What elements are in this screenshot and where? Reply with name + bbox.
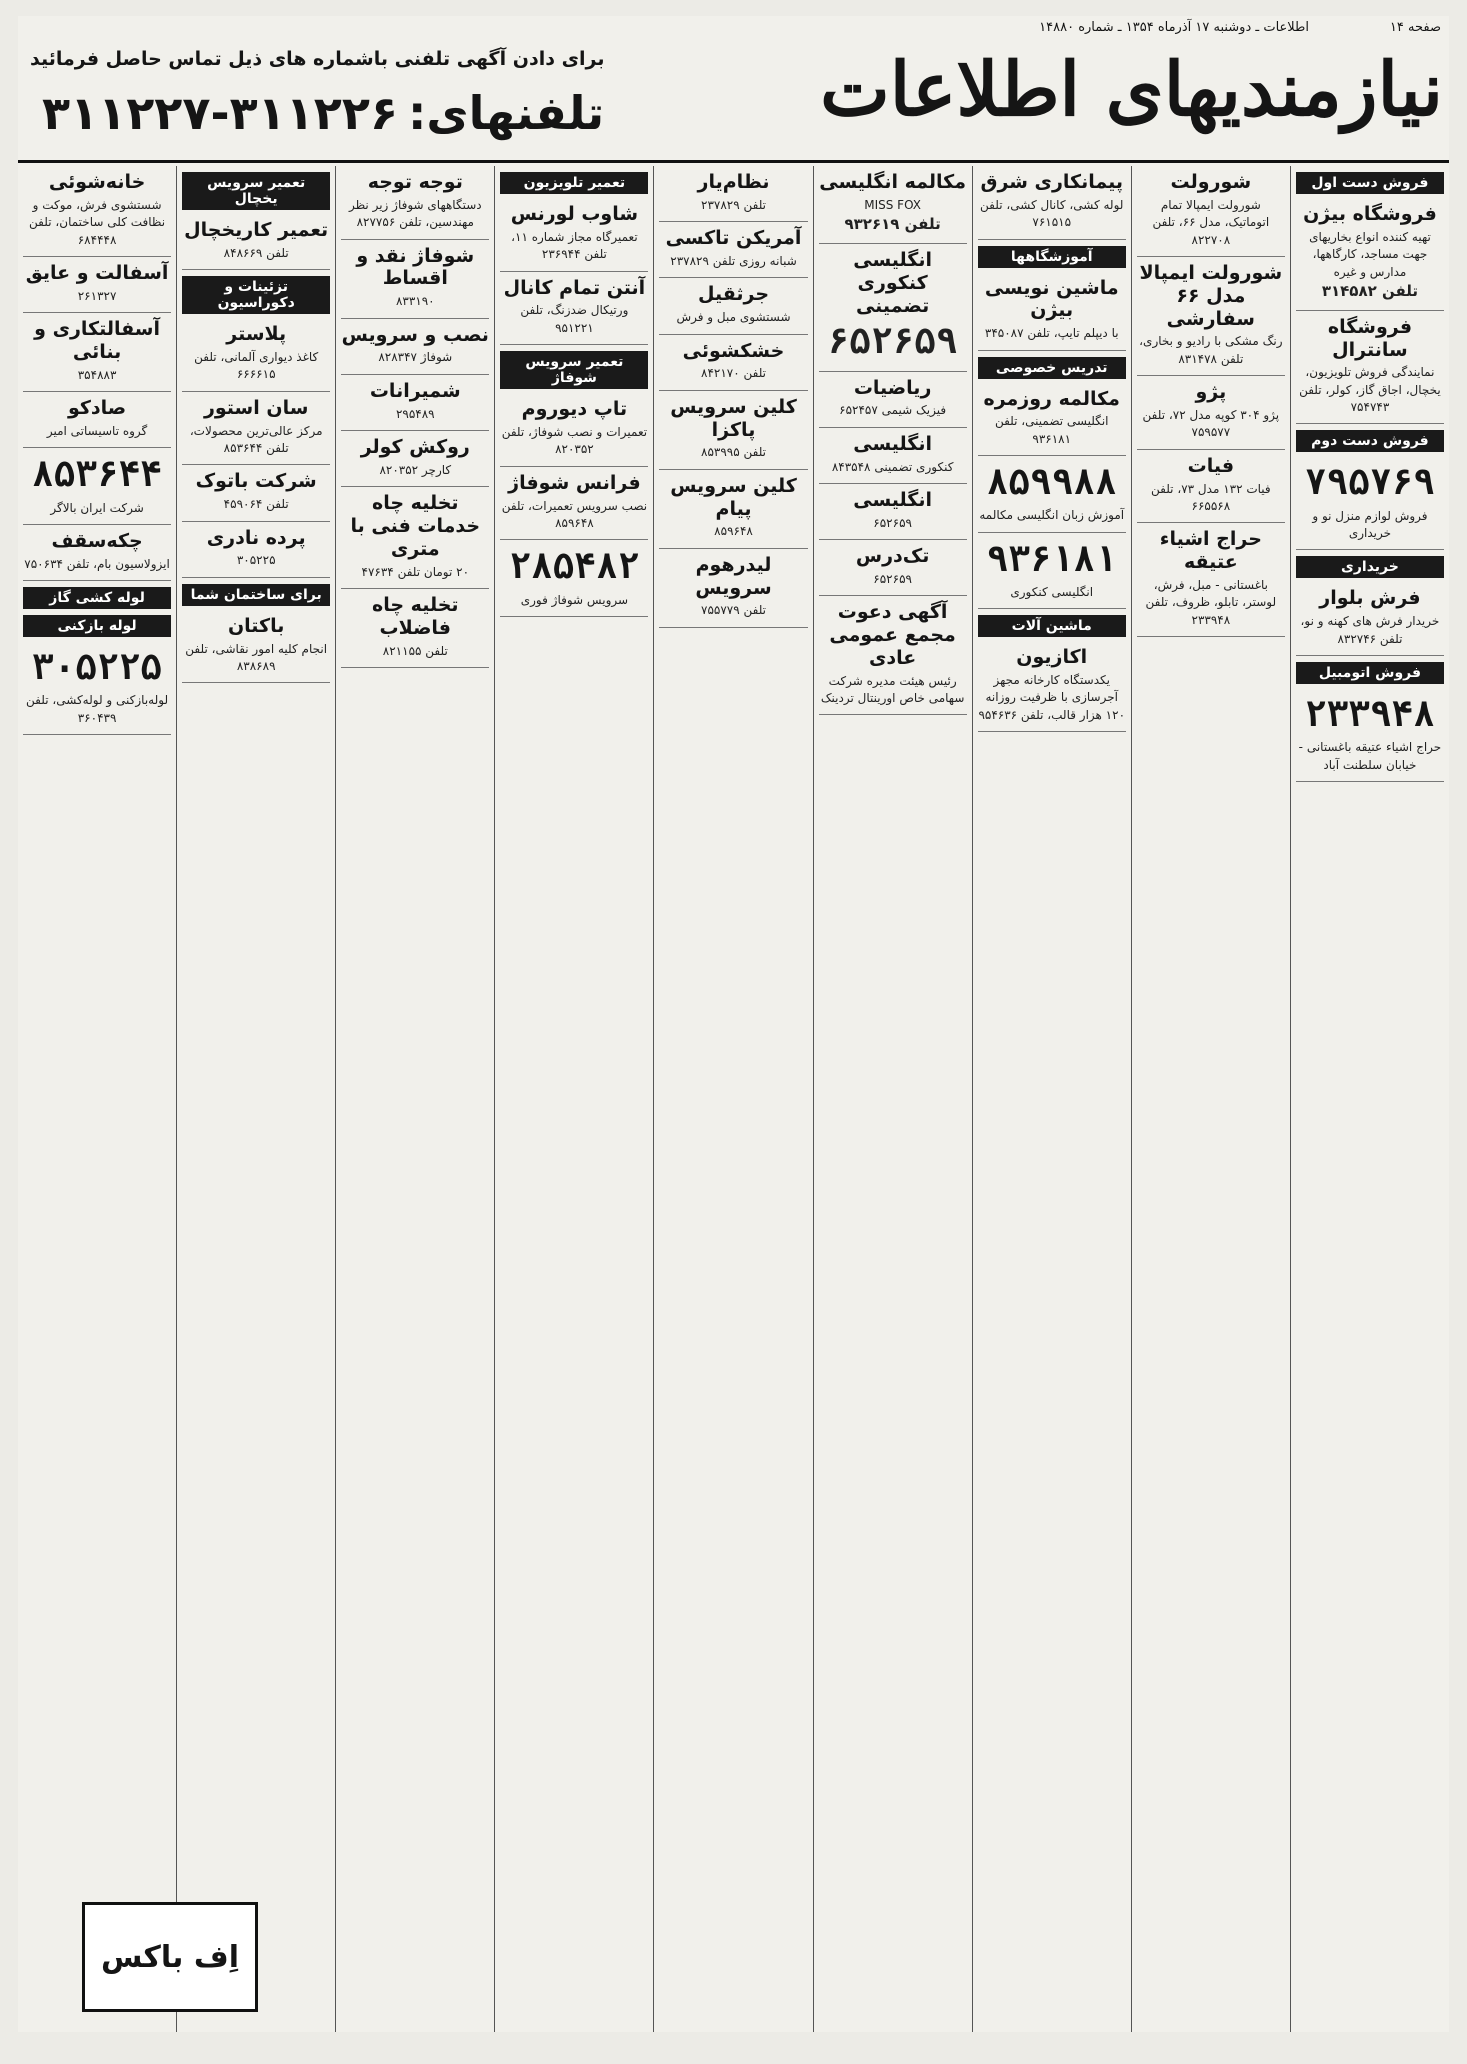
ad-text: ۳۰۵۲۲۵ [236,553,276,568]
classified-ad [23,166,171,257]
ad-text: نمایندگی فروش تلویزیون، یخچال، اجاق گاز، کولر، تلفن ۷۵۴۷۴۳ [1299,365,1441,415]
ad-title: کلین سرویس پیام [670,474,797,520]
ad-title: تاپ دیوروم [521,398,628,421]
ad-text: تلفن ۸۵۳۹۹۵ [701,445,767,460]
ad-title: حراج اشیاء عتیقه [1159,528,1262,574]
ad-text: تلفن ۷۵۵۷۷۹ [701,603,767,618]
ad-title: آنتن تمام کانال [503,276,646,299]
ad-title: ماشین نویسی بیژن [984,276,1119,322]
classified-ad [1296,456,1444,550]
page-number: صفحه ۱۴ [1389,20,1441,35]
masthead-title: نیازمندیهای اطلاعات [820,47,1443,133]
category-heading: تعمیر تلویزیون [500,172,648,194]
ad-title: شمیرانات [369,379,461,402]
classified-ad [819,428,967,484]
ad-title: توجه توجه [367,171,463,193]
classified-ad [500,467,648,541]
category-heading: فروش دست دوم [1296,430,1444,452]
classified-ad [659,335,807,391]
classified-ad [182,318,330,392]
category-heading: لوله کشی گاز [23,587,171,609]
classified-ad [978,641,1126,732]
ad-title: فرانس شوفاژ [508,471,641,494]
ad-title: آسفالتکاری و بنائی [34,318,160,363]
classified-ad [659,549,807,628]
ad-title: ۲۸۵۴۸۲ [509,546,640,588]
ad-text: انگلیسی کنکوری [1010,584,1094,599]
ad-title: مکالمه انگلیسی [819,171,966,193]
classified-ad [978,383,1126,457]
ad-text: فروش لوازم منزل نو و خریداری [1312,508,1428,541]
classified-ad [341,589,489,668]
ad-title: شرکت باتوک [195,470,317,493]
ad-text: لوله کشی، کانال کشی، تلفن ۷۶۱۵۱۵ [980,197,1124,230]
category-heading: خریداری [1296,556,1444,578]
ad-title: چکه‌سقف [51,529,143,552]
ad-text: شبانه روزی تلفن ۲۳۷۸۲۹ [670,253,797,268]
classified-ad [659,278,807,334]
ad-text: فیزیک شیمی ۶۵۲۴۵۷ [839,403,947,418]
phones-numbers: ۳۱۱۲۲۶-۳۱۱۲۲۷ [42,86,399,140]
ad-title: نصب و سرویس [341,323,489,346]
ad-column [335,166,494,2032]
category-heading: آموزشگاهها [978,246,1126,268]
classified-ad [23,313,171,392]
classified-ad [341,431,489,487]
ad-text: انگلیسی تضمینی، تلفن ۹۳۶۱۸۱ [994,414,1109,446]
classified-ad [1137,376,1285,450]
ad-text: ایزولاسیون بام، تلفن ۷۵۰۶۳۴ [24,556,170,571]
ad-title: پلاستر [226,323,287,346]
ad-text: نصب سرویس تعمیرات، تلفن ۸۵۹۶۴۸ [501,498,648,530]
classified-ad [182,392,330,466]
advertiser-logo: اِف باکس [82,1902,258,2012]
ad-title: آسفالت و عایق [25,261,169,284]
category-heading: فروش دست اول [1296,172,1444,194]
classified-ad [500,540,648,617]
issue-line: اطلاعات ـ دوشنبه ۱۷ آذرماه ۱۳۵۴ ـ شماره ۱۴۸۸۰ [1039,20,1309,35]
ad-title: انگلیسی [853,488,932,511]
ad-text: یکدستگاه کارخانه مجهز آجرسازی با ظرفیت روزانه ۱۲۰ هزار قالب، تلفن ۹۵۴۶۳۶ [978,673,1126,722]
ad-title: پرده نادری [206,526,306,549]
ad-text: کارچر ۸۲۰۳۵۲ [379,462,452,477]
ad-text: تلفن ۲۳۷۸۲۹ [701,197,767,212]
ad-column [813,166,972,2032]
category-heading: ماشین آلات [978,615,1126,637]
ad-phone: تلفن ۹۳۲۶۱۹ [844,215,941,234]
ad-text: با دیپلم تایپ، تلفن ۳۴۵۰۸۷ [984,326,1119,341]
classified-ad [23,257,171,313]
ad-text: انجام کلیه امور نقاشی، تلفن ۸۳۸۶۸۹ [185,641,328,673]
ad-text: شورولت ایمپالا تمام اتوماتیک، مدل ۶۶، تلفن ۸۲۲۷۰۸ [1152,197,1270,247]
ad-title: شورولت [1170,171,1252,193]
ad-title: تخلیه چاه فاضلاب [372,593,459,639]
phones-label: تلفنهای: [408,86,605,140]
classified-ad [500,393,648,467]
ad-text: فیات ۱۳۲ مدل ۷۳، تلفن ۶۶۵۵۶۸ [1151,481,1271,513]
ad-column [972,166,1131,2032]
ad-text: تلفن ۸۴۲۱۷۰ [701,366,767,381]
ad-text: ۸۳۳۱۹۰ [395,294,435,309]
ad-text: تلفن ۸۲۱۱۵۵ [382,643,448,658]
ad-title: پژو [1195,381,1227,404]
classified-ad [659,470,807,549]
ad-title: لیدرهوم سرویس [695,553,772,599]
classified-ad [1296,582,1444,656]
classified-ad [819,484,967,540]
ad-text: کنکوری تضمینی ۸۴۳۵۴۸ [831,459,954,474]
classified-ad [1137,166,1285,257]
ad-text: شستشوی فرش، موکت و نظافت کلی ساختمان، تلفن ۶۸۴۴۴۸ [29,197,166,247]
classified-ad [819,166,967,244]
ad-title: خشکشوئی [682,339,785,362]
classified-ad [819,244,967,372]
classified-ad [23,641,171,735]
ad-title: باکتان [227,614,285,637]
ad-title: صادکو [67,397,127,420]
ad-text: رئیس هیئت مدیره شرکت سهامی خاص اورینتال تردینک [820,673,965,706]
classified-ad [659,391,807,470]
classified-ad [1137,450,1285,524]
ad-title: سان استور [203,396,309,419]
ad-title: نظام‌یار [697,171,770,193]
classified-ad [341,319,489,375]
ad-title: شوفاژ نقد و اقساط [356,244,475,290]
ad-title: جرثقیل [697,283,770,306]
ad-text: ۳۵۴۸۸۳ [77,367,117,382]
classified-ad [1137,257,1285,376]
ad-column [494,166,653,2032]
classified-ad [500,198,648,272]
masthead-phones [32,86,604,140]
ad-text: پژو ۳۰۴ کوپه مدل ۷۲، تلفن ۷۵۹۵۷۷ [1142,407,1280,440]
ad-title: ریاضیات [853,376,932,399]
ad-title: تخلیه چاه خدمات فنی با متری [350,492,481,560]
ad-text: دستگاههای شوفاژ زیر نظر مهندسین، تلفن ۸۲۷۷۵۶ [348,197,482,230]
classified-ad [341,166,489,240]
classified-ad [659,166,807,222]
ad-title: ۳۰۵۲۲۵ [32,647,163,689]
ad-title: انگلیسی [853,432,932,455]
ad-text: شستشوی مبل و فرش [676,310,791,325]
category-heading: تدریس خصوصی [978,357,1126,379]
classified-ad [23,392,171,448]
ad-text: کاغذ دیواری آلمانی، تلفن ۶۶۶۶۱۵ [194,349,319,382]
ad-title: فرش بلوار [1319,587,1421,610]
ad-text: MISS FOX [864,197,921,212]
classified-ad [978,166,1126,240]
ad-title: روکش کولر [360,435,470,458]
ad-text: تعمیرگاه مجاز شماره ۱۱، تلفن ۲۳۶۹۴۴ [511,229,638,262]
newspaper-page [18,16,1449,2032]
classified-ad [819,540,967,596]
ad-text: مرکز عالی‌ترین محصولات، تلفن ۸۵۳۶۴۴ [189,423,323,455]
classified-ad [23,525,171,581]
classified-ad [182,465,330,521]
ad-title: مکالمه روزمره [983,387,1120,410]
ad-text: باغستانی - مبل، فرش، لوستر، تابلو، ظروف، تلفن ۲۳۳۹۴۸ [1145,577,1277,627]
ad-text: خریدار فرش های کهنه و نو، تلفن ۸۳۲۷۴۶ [1300,614,1440,646]
ad-column [1290,166,1449,2032]
classified-ad [1296,311,1444,425]
ad-text: ورتیکال ضدزنگ، تلفن ۹۵۱۲۲۱ [520,303,629,335]
category-heading: تعمیر سرویس یخچال [182,172,330,210]
ad-title: شورولت ایمپالا مدل ۶۶ سفارشی [1139,261,1283,330]
ad-title: آگهی دعوت مجمع عمومی عادی [829,601,956,669]
classified-ad [978,456,1126,533]
ad-text: شرکت ایران بالاگر [50,500,144,515]
ad-column [176,166,335,2032]
category-heading: لوله بازکنی [23,615,171,637]
ad-text: تلفن ۴۵۹۰۶۴ [223,497,289,512]
ad-text: ۶۵۲۶۵۹ [873,571,912,586]
ad-text: شوفاژ ۸۲۸۳۴۷ [378,350,453,365]
ad-title: فروشگاه بیژن [1303,203,1437,225]
ad-text: حراج اشیاء عتیقه باغستانی - خیابان سلطنت آباد [1298,740,1442,772]
ad-title: اکازیون [1016,646,1088,669]
ad-text: تعمیرات و نصب شوفاژ، تلفن ۸۲۰۳۵۲ [501,424,648,457]
ad-title: ۸۵۳۶۴۴ [32,454,163,496]
ad-text: ۲۰ تومان تلفن ۴۷۶۳۴ [361,564,470,579]
ad-text: ۸۵۹۶۴۸ [714,524,753,539]
classified-ad [1296,198,1444,311]
masthead-intro: برای دادن آگهی تلفنی باشماره های ذیل تماس حاصل فرمائید [30,48,605,70]
ad-text: تهیه کننده انواع بخاریهای جهت مساجد، کارگاهها، مدارس و غیره [1309,229,1431,279]
ad-title: ۸۵۹۹۸۸ [986,462,1117,504]
classified-ad [978,272,1126,351]
folio-line [18,20,1449,40]
classified-ad [659,222,807,278]
category-heading: برای ساختمان شما [182,584,330,606]
classified-ad [500,272,648,346]
ad-title: شاوب لورنس [510,203,639,225]
ad-text: ۲۶۱۳۲۷ [77,288,117,303]
ad-title: تک‌درس [855,545,930,568]
classified-ad [182,610,330,684]
ad-text: سرویس شوفاژ فوری [520,592,629,607]
classified-columns [18,166,1449,2032]
classified-ad [978,533,1126,610]
ad-phone: تلفن ۳۱۴۵۸۲ [1321,281,1419,300]
ad-text: تلفن ۸۴۸۶۶۹ [223,245,289,260]
ad-title: فیات [1187,454,1235,477]
ad-column [18,166,176,2032]
classified-ad [182,522,330,578]
classified-ad [23,448,171,525]
ad-text: لوله‌بازکنی و لوله‌کشی، تلفن ۳۶۰۴۳۹ [26,693,169,725]
ad-title: ۷۹۵۷۶۹ [1304,462,1435,504]
ad-title: تعمیر کاریخچال [184,219,329,241]
category-heading: فروش اتومبیل [1296,662,1444,684]
ad-column [653,166,812,2032]
ad-text: ۲۹۵۴۸۹ [395,406,435,421]
ad-text: آموزش زبان انگلیسی مکالمه [979,508,1125,523]
ad-title: ۹۳۶۱۸۱ [986,538,1117,580]
ad-title: کلین سرویس پاکزا [670,395,797,441]
category-heading: تزئینات و دکوراسیون [182,276,330,314]
ad-text: ۶۵۲۶۵۹ [827,321,958,363]
classified-ad [1296,688,1444,782]
classified-ad [182,214,330,270]
classified-ad [341,240,489,319]
ad-column [1131,166,1290,2032]
ad-title: خانه‌شوئی [48,171,146,193]
ad-title: آمریکن تاکسی [665,227,802,250]
classified-ad [819,372,967,428]
ad-text: ۶۵۲۶۵۹ [873,515,912,530]
classified-ad [1137,523,1285,637]
masthead [18,42,1449,163]
ad-title: ۲۳۳۹۴۸ [1304,694,1435,736]
ad-text: رنگ مشکی با رادیو و بخاری، تلفن ۸۳۱۴۷۸ [1139,334,1283,366]
classified-ad [819,596,967,715]
classified-ad [341,487,489,589]
category-heading: تعمیر سرویس شوفاژ [500,351,648,389]
ad-title: پیمانکاری شرق [980,171,1123,193]
ad-title: انگلیسی کنکوری تضمینی [853,248,932,317]
ad-text: گروه تاسیساتی امیر [46,423,148,438]
classified-ad [341,375,489,431]
ad-title: فروشگاه سانترال [1327,315,1413,361]
